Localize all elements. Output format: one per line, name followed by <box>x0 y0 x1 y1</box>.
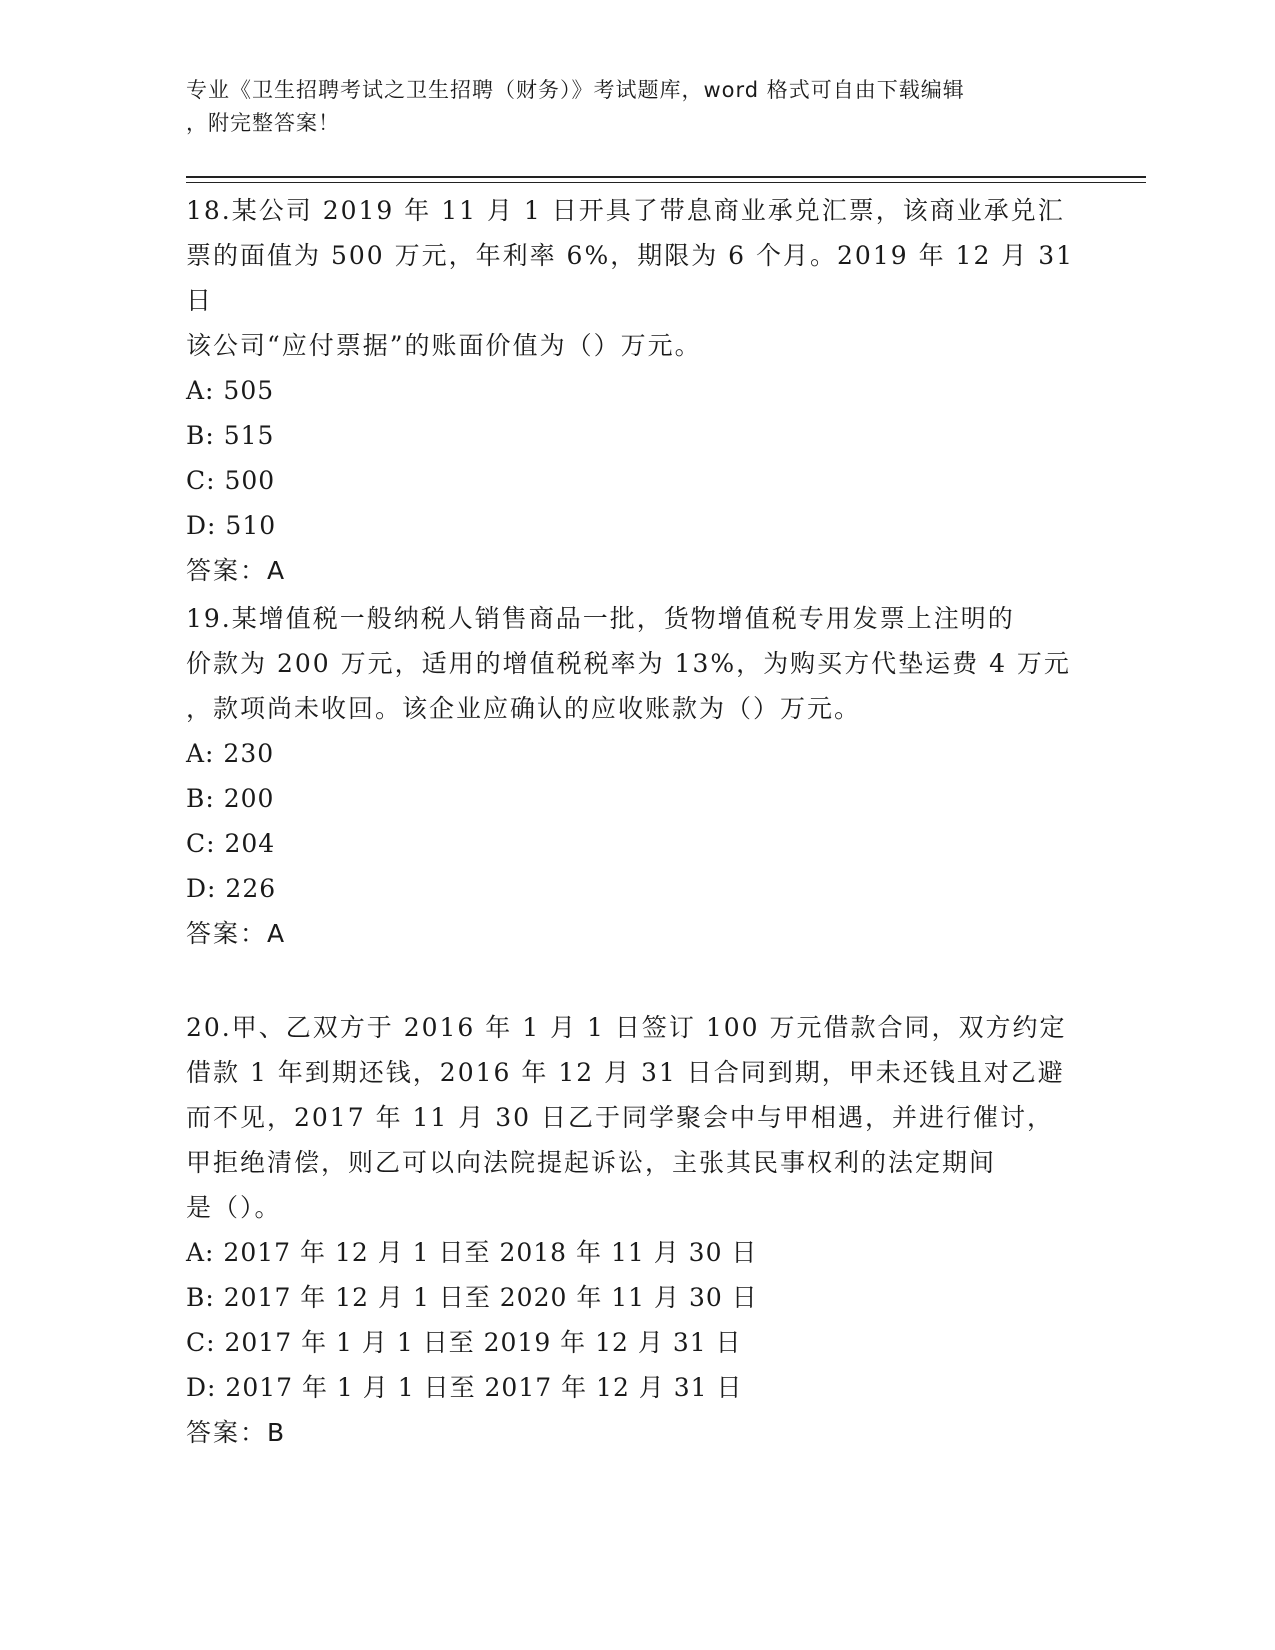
question-text-line: 价款为 200 万元，适用的增值税税率为 13%，为购买方代垫运费 4 万元 <box>186 649 1071 678</box>
question-text-line: 是（）。 <box>186 1193 282 1222</box>
question-text-line: ，款项尚未收回。该企业应确认的应收账款为（）万元。 <box>186 694 862 723</box>
question-text-line: 19.某增值税一般纳税人销售商品一批，货物增值税专用发票上注明的 <box>186 604 1015 633</box>
option-d: D: 226 <box>186 874 277 903</box>
option-b: B: 515 <box>186 421 275 450</box>
answer: 答案：A <box>186 919 287 948</box>
answer: 答案：A <box>186 556 287 585</box>
header-divider-thin <box>186 182 1146 183</box>
question-text-line: 18.某公司 2019 年 11 月 1 日开具了带息商业承兑汇票，该商业承兑汇 <box>186 196 1065 225</box>
header-line-2: ，附完整答案！ <box>186 111 340 135</box>
document-header <box>186 74 1066 140</box>
header-line-1: 专业《卫生招聘考试之卫生招聘（财务）》考试题库，word 格式可自由下载编辑 <box>186 78 965 102</box>
option-b: B: 200 <box>186 784 275 813</box>
header-divider-thick <box>186 176 1146 178</box>
question-text-line: 而不见，2017 年 11 月 30 日乙于同学聚会中与甲相遇，并进行催讨， <box>186 1103 1054 1132</box>
option-a: A: 505 <box>186 376 275 405</box>
option-c: C: 2017 年 1 月 1 日至 2019 年 12 月 31 日 <box>186 1328 742 1357</box>
option-a: A: 230 <box>186 739 275 768</box>
option-c: C: 204 <box>186 829 276 858</box>
question-18 <box>186 188 1086 593</box>
question-text-line: 该公司“应付票据”的账面价值为（）万元。 <box>186 331 702 360</box>
question-text-line: 借款 1 年到期还钱，2016 年 12 月 31 日合同到期，甲未还钱且对乙避 <box>186 1058 1065 1087</box>
option-c: C: 500 <box>186 466 276 495</box>
question-20 <box>186 1005 1086 1455</box>
option-b: B: 2017 年 12 月 1 日至 2020 年 11 月 30 日 <box>186 1283 758 1312</box>
question-text-line: 20.甲、乙双方于 2016 年 1 月 1 日签订 100 万元借款合同，双方约定 <box>186 1013 1067 1042</box>
option-d: D: 510 <box>186 511 277 540</box>
option-d: D: 2017 年 1 月 1 日至 2017 年 12 月 31 日 <box>186 1373 743 1402</box>
option-a: A: 2017 年 12 月 1 日至 2018 年 11 月 30 日 <box>186 1238 758 1267</box>
question-text-line: 票的面值为 500 万元，年利率 6%，期限为 6 个月。2019 年 12 月 31 日 <box>186 241 1075 315</box>
answer: 答案：B <box>186 1418 287 1447</box>
question-19 <box>186 596 1086 956</box>
question-text-line: 甲拒绝清偿，则乙可以向法院提起诉讼，主张其民事权利的法定期间 <box>186 1148 997 1177</box>
